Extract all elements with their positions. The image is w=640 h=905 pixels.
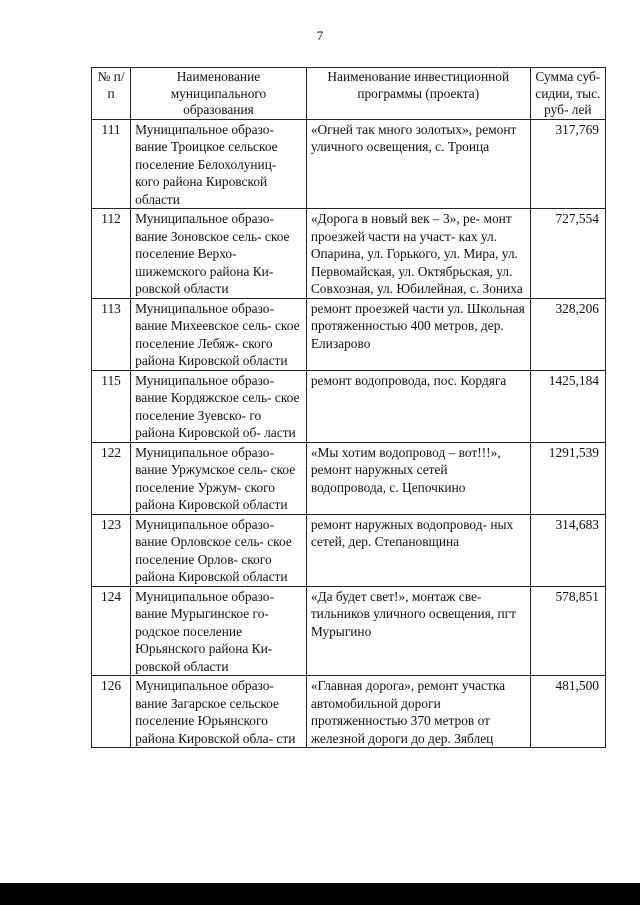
cell-program: «Мы хотим водопровод – вот!!!», ремонт наружных сетей водопровода, с. Цепочкино: [306, 442, 530, 514]
cell-program: ремонт водопровода, пос. Кордяга: [306, 370, 530, 442]
cell-program: «Да будет свет!», монтаж све- тильников уличного освещения, пгт Мурыгино: [306, 586, 530, 676]
cell-sum: 727,554: [530, 209, 605, 299]
cell-num: 122: [92, 442, 131, 514]
cell-num: 126: [92, 676, 131, 748]
header-num: № п/п: [92, 68, 131, 120]
cell-num: 123: [92, 514, 131, 586]
scan-edge-bar: [0, 883, 640, 905]
cell-program: «Дорога в новый век – 3», ре- монт проезжей части на участ- ках ул. Опарина, ул. Горького, ул. Мира, ул. Первомайская, ул. Октябрьская, ул. Совхозная, ул. Юбилейная, с. Зониха: [306, 209, 530, 299]
cell-num: 112: [92, 209, 131, 299]
cell-sum: 314,683: [530, 514, 605, 586]
table-header-row: [92, 68, 606, 120]
cell-municipality: Муниципальное образо- вание Кордяжское сель- ское поселение Зуевско- го района Кировской об- ласти: [131, 370, 307, 442]
table-row: [92, 514, 606, 586]
cell-program: «Главная дорога», ремонт участка автомобильной дороги протяженностью 370 метров от железной дороги до дер. Зяблец: [306, 676, 530, 748]
cell-municipality: Муниципальное образо- вание Мурыгинское го- родское поселение Юрьянского района Ки- ровской области: [131, 586, 307, 676]
cell-program: ремонт наружных водопровод- ных сетей, дер. Степановщина: [306, 514, 530, 586]
cell-program: «Огней так много золотых», ремонт уличного освещения, с. Троица: [306, 119, 530, 209]
cell-municipality: Муниципальное образо- вание Загарское сельское поселение Юрьянского района Кировской обла- сти: [131, 676, 307, 748]
cell-municipality: Муниципальное образо- вание Зоновское сель- ское поселение Верхо- шижемского района Ки- ровской области: [131, 209, 307, 299]
cell-sum: 1425,184: [530, 370, 605, 442]
cell-sum: 578,851: [530, 586, 605, 676]
cell-sum: 481,500: [530, 676, 605, 748]
header-sum: Сумма суб- сидии, тыс. руб- лей: [530, 68, 605, 120]
subsidy-table: [91, 67, 606, 748]
table-row: [92, 209, 606, 299]
cell-program: ремонт проезжей части ул. Школьная протяженностью 400 метров, дер. Елизарово: [306, 298, 530, 370]
table-row: [92, 586, 606, 676]
table-row: [92, 298, 606, 370]
cell-num: 113: [92, 298, 131, 370]
header-municipality: Наименование муниципального образования: [131, 68, 307, 120]
header-program: Наименование инвестиционной программы (проекта): [306, 68, 530, 120]
cell-municipality: Муниципальное образо- вание Троицкое сельское поселение Белохолуниц- кого района Кировской области: [131, 119, 307, 209]
cell-sum: 317,769: [530, 119, 605, 209]
table-row: [92, 442, 606, 514]
cell-num: 115: [92, 370, 131, 442]
cell-municipality: Муниципальное образо- вание Орловское сель- ское поселение Орлов- ского района Кировской области: [131, 514, 307, 586]
cell-num: 111: [92, 119, 131, 209]
cell-sum: 328,206: [530, 298, 605, 370]
table-row: [92, 370, 606, 442]
cell-municipality: Муниципальное образо- вание Уржумское сель- ское поселение Уржум- ского района Кировской области: [131, 442, 307, 514]
cell-sum: 1291,539: [530, 442, 605, 514]
table-row: [92, 119, 606, 209]
table-row: [92, 676, 606, 748]
cell-municipality: Муниципальное образо- вание Михеевское сель- ское поселение Лебяж- ского района Кировской области: [131, 298, 307, 370]
cell-num: 124: [92, 586, 131, 676]
page-number: 7: [316, 28, 324, 43]
